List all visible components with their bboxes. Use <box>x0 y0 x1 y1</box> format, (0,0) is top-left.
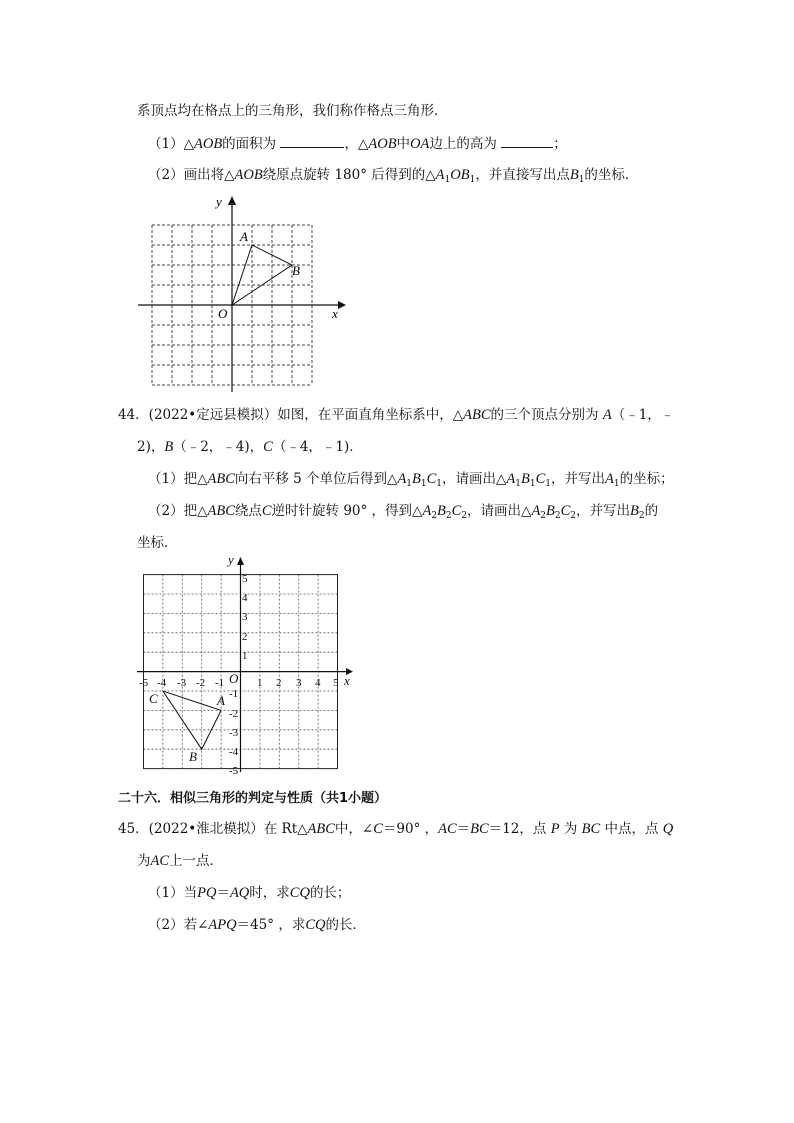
q44-point-a-label: A <box>217 693 225 708</box>
x-tick-neg4: -4 <box>157 677 167 689</box>
triangle-abc <box>163 691 221 749</box>
answer-blank-height[interactable] <box>501 133 553 148</box>
x-tick-5: 5 <box>333 677 339 689</box>
y-tick-neg3: -3 <box>229 727 239 739</box>
q44-stem-line2: 2)，B（﹣2，﹣4)，C（﹣4，﹣1)． <box>137 439 363 455</box>
q44-part2-line2: 坐标． <box>137 535 178 551</box>
x-tick-3: 3 <box>296 677 302 689</box>
q43-part2: （2）画出将△AOB绕原点旋转 180° 后得到的$\triangle A_1OB_1$，并直接写出点$B_1$的坐标． <box>148 167 639 185</box>
q45-part1: （1）当PQ＝AQ时，求CQ的长； <box>148 885 351 901</box>
q44-point-c-label: C <box>149 691 158 706</box>
y-tick-neg1: -1 <box>229 688 239 700</box>
intro-text: 系顶点均在格点上的三角形，我们称作格点三角形． <box>137 103 448 119</box>
y-tick-3: 3 <box>242 611 248 623</box>
section-heading: 二十六．相似三角形的判定与性质（共1小题） <box>118 791 388 806</box>
q44-y-label: y <box>228 552 234 567</box>
x-tick-neg5: -5 <box>139 677 149 689</box>
q43-origin-label: O <box>218 306 228 321</box>
answer-blank-area[interactable] <box>280 133 344 148</box>
y-tick-neg5: -5 <box>229 765 239 777</box>
q45-stem-line1: 45．(2022•淮北模拟）在 Rt△ABC中，∠C＝90° ，AC＝BC＝12，点 P 为 BC 中点，点 Q <box>118 821 674 837</box>
x-tick-1: 1 <box>257 677 263 689</box>
q45-part2: （2）若∠APQ＝45° ，求CQ的长． <box>148 917 366 933</box>
y-tick-1: 1 <box>242 650 248 662</box>
x-tick-neg1: -1 <box>215 677 225 689</box>
x-tick-2: 2 <box>276 677 282 689</box>
x-tick-neg2: -2 <box>196 677 206 689</box>
q44-coordinate-grid <box>135 552 360 777</box>
triangle-aob <box>232 245 292 305</box>
x-tick-4: 4 <box>315 677 321 689</box>
y-tick-5: 5 <box>242 573 248 585</box>
q43-point-a-label: A <box>240 229 248 244</box>
q43-grid-figure <box>130 190 360 395</box>
q43-y-label: y <box>216 194 222 209</box>
q44-part2: （2）把△ABC绕点C逆时针旋转 90° ，得到$\triangle A_2B_2C_2$，请画出$\triangle A_2B_2C_2$，并写出$B_2$的 <box>148 503 659 521</box>
q43-x-label: x <box>332 306 338 321</box>
y-tick-neg2: -2 <box>229 708 239 720</box>
q44-stem-line1: 44．(2022•定远县模拟）如图，在平面直角坐标系中，△ABC的三个顶点分别为 A（﹣1，﹣ <box>118 407 675 423</box>
q45-stem-line2: 为AC上一点． <box>137 853 224 869</box>
q44-x-label: x <box>344 673 350 688</box>
q43-part1: （1）△AOB的面积为 ，△AOB中OA边上的高为 ； <box>148 133 567 154</box>
q44-origin-label: O <box>229 671 239 686</box>
y-tick-4: 4 <box>242 592 248 604</box>
q44-part1: （1）把△ABC向右平移 5 个单位后得到$\triangle A_1B_1C_1$，请画出$\triangle A_1B_1C_1$，并写出$A_1$的坐标； <box>148 471 674 489</box>
y-tick-neg4: -4 <box>229 746 239 758</box>
q43-point-b-label: B <box>292 263 300 278</box>
y-tick-2: 2 <box>242 631 248 643</box>
q44-point-b-label: B <box>189 749 197 764</box>
x-tick-neg3: -3 <box>177 677 187 689</box>
